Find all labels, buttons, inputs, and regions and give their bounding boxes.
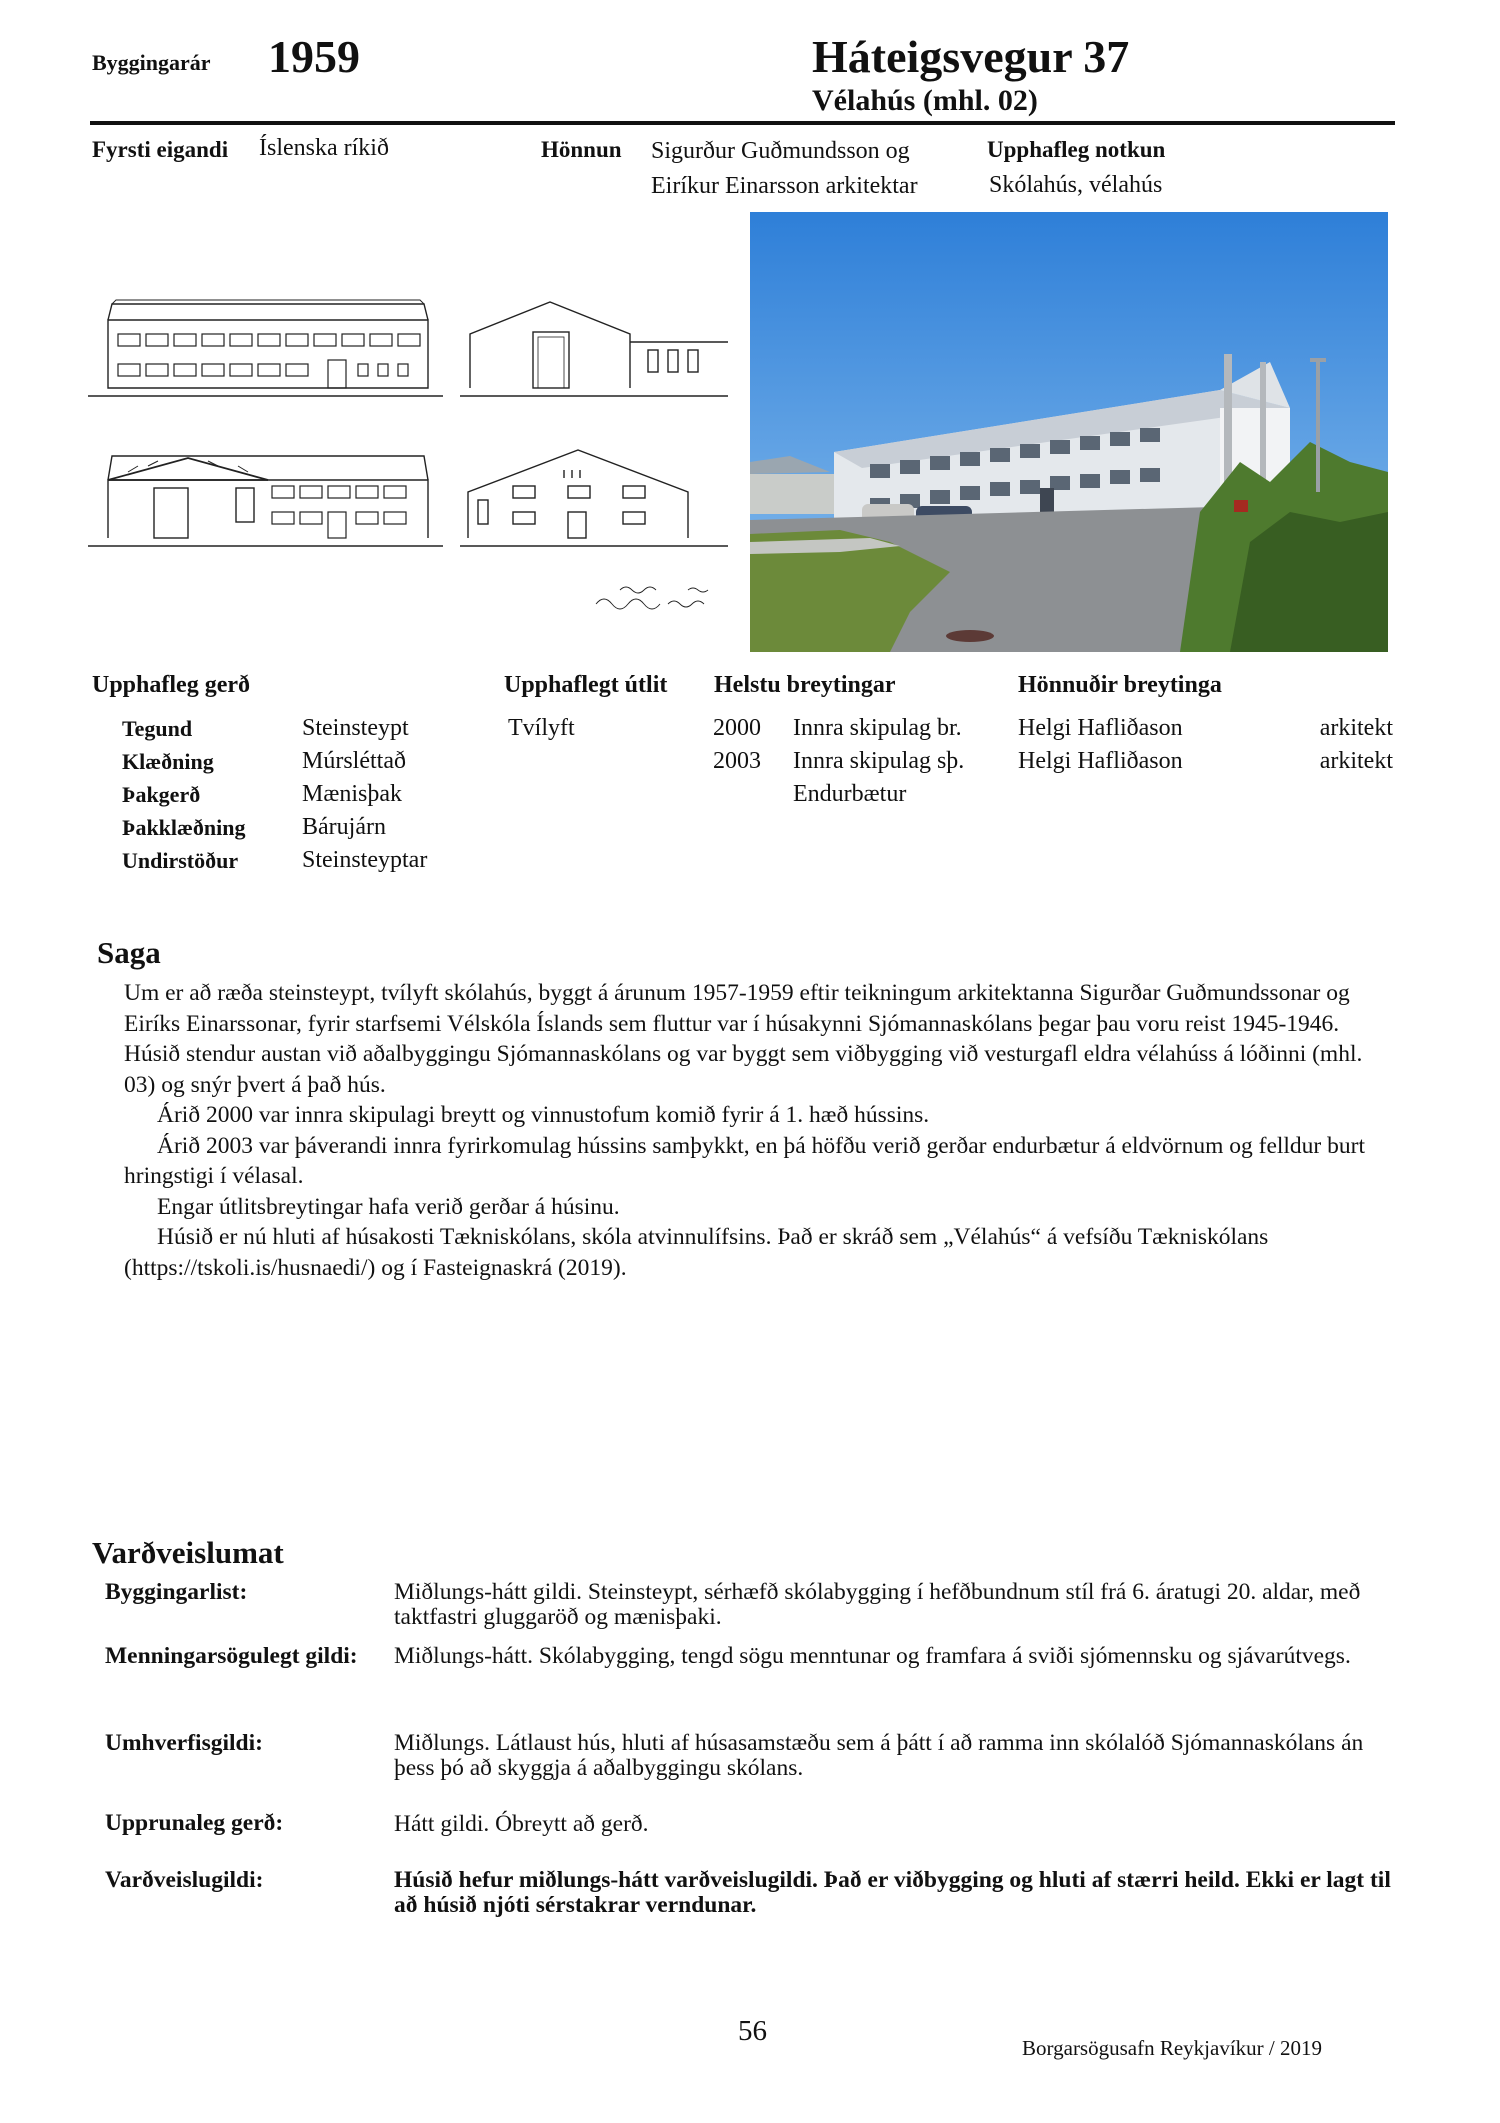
list-item xyxy=(1018,712,1393,745)
change-description: Innra skipulag br. xyxy=(793,715,962,741)
preservation-value-text: Húsið hefur miðlungs-hátt varðveislugildi. Það er viðbygging og hluti af stærri heild. Ekki er lagt til að húsið njóti sérstakrar verndunar. xyxy=(394,1867,1391,1918)
change-description: Endurbætur xyxy=(793,781,907,807)
list-item xyxy=(713,745,1003,778)
footer-credit: Borgarsögusafn Reykjavíkur / 2019 xyxy=(1022,2036,1322,2060)
header-divider xyxy=(90,121,1395,125)
designer-name: Helgi Hafliðason xyxy=(1018,748,1183,774)
cultural-value-label: Menningarsögulegt gildi: xyxy=(105,1643,358,1669)
saga-paragraph: Árið 2003 var þáverandi innra fyrirkomulag hússins samþykkt, en þá höfðu verið gerðar endurbætur á eldvörnum og felldur burt hringstigi í vélasal. xyxy=(124,1132,1365,1189)
environment-value-label: Umhverfisgildi: xyxy=(105,1730,263,1756)
architecture-label: Byggingarlist: xyxy=(105,1579,248,1605)
change-designers-heading: Hönnuðir breytinga xyxy=(1018,672,1222,698)
first-owner-value: Íslenska ríkið xyxy=(259,135,389,161)
design-label: Hönnun xyxy=(541,137,622,162)
foundation-value: Steinsteyptar xyxy=(302,847,428,873)
list-item xyxy=(122,778,452,811)
list-item xyxy=(122,811,452,844)
list-item xyxy=(122,712,452,745)
roof-cladding-label: Þakklæðning xyxy=(122,814,246,840)
roof-type-value: Mænisþak xyxy=(302,781,403,807)
original-form-label: Upprunaleg gerð: xyxy=(105,1810,284,1836)
saga-body xyxy=(124,978,1379,1283)
original-type-list xyxy=(122,712,452,877)
designers-list xyxy=(1018,712,1393,778)
preservation-value-label: Varðveislugildi: xyxy=(105,1867,264,1893)
change-description: Innra skipulag sþ. xyxy=(793,748,965,774)
original-form-text: Hátt gildi. Óbreytt að gerð. xyxy=(394,1811,649,1837)
building-photo-image xyxy=(750,212,1388,652)
saga-heading: Saga xyxy=(97,935,161,970)
roof-type-label: Þakgerð xyxy=(122,781,201,807)
page-title: Háteigsvegur 37 xyxy=(812,31,1130,82)
original-look-value: Tvílyft xyxy=(508,715,575,741)
changes-list xyxy=(713,712,1003,811)
page-number: 56 xyxy=(738,2015,767,2047)
change-year: 2000 xyxy=(713,715,761,741)
architectural-drawings xyxy=(88,290,728,630)
assessment-heading: Varðveislumat xyxy=(92,1535,284,1570)
building-photo xyxy=(750,212,1388,652)
list-item xyxy=(713,712,1003,745)
designer-name: Helgi Hafliðason xyxy=(1018,715,1183,741)
roof-cladding-value: Bárujárn xyxy=(302,814,386,840)
type-label: Tegund xyxy=(122,715,193,741)
cultural-value-text: Miðlungs-hátt. Skólabygging, tengd sögu menntunar og framfara á sviði sjómennsku og sjávarútvegs. xyxy=(394,1643,1351,1669)
construction-year-label: Byggingarár xyxy=(92,50,211,75)
design-line-2: Eiríkur Einarsson arkitektar xyxy=(651,173,918,199)
list-item xyxy=(122,844,452,877)
page-subtitle: Vélahús (mhl. 02) xyxy=(812,84,1038,117)
cladding-label: Klæðning xyxy=(122,748,214,774)
original-type-heading: Upphafleg gerð xyxy=(92,672,250,698)
list-item xyxy=(122,745,452,778)
designer-role: arkitekt xyxy=(1319,715,1393,741)
elevation-drawings-image xyxy=(88,290,728,630)
list-item xyxy=(713,778,1003,811)
change-year: 2003 xyxy=(713,748,761,774)
saga-paragraph: Húsið er nú hluti af húsakosti Tækniskólans, skóla atvinnulífsins. Það er skráð sem „Vélahús“ á vefsíðu Tækniskólans (https://tskoli.is/husnaedi/) og í Fasteignaskrá (2019). xyxy=(124,1224,1269,1281)
environment-value-text: Miðlungs. Látlaust hús, hluti af húsasamstæðu sem á þátt í að ramma inn skólalóð Sjómannaskólans án þess þó að skyggja á aðalbyggingu skólans. xyxy=(394,1730,1364,1781)
original-use-value: Skólahús, vélahús xyxy=(989,172,1163,198)
type-value: Steinsteypt xyxy=(302,715,409,741)
cladding-value: Múrsléttað xyxy=(302,748,406,774)
designer-role: arkitekt xyxy=(1319,748,1393,774)
main-changes-heading: Helstu breytingar xyxy=(714,672,896,698)
saga-paragraph: Engar útlitsbreytingar hafa verið gerðar á húsinu. xyxy=(157,1193,620,1220)
list-item xyxy=(1018,745,1393,778)
architecture-text: Miðlungs-hátt gildi. Steinsteypt, sérhæfð skólabygging í hefðbundnum stíl frá 6. áratugi 20. aldar, með taktfastri gluggaröð og mænisþaki. xyxy=(394,1579,1361,1630)
foundation-label: Undirstöður xyxy=(122,847,239,873)
saga-paragraph: Árið 2000 var innra skipulagi breytt og vinnustofum komið fyrir á 1. hæð hússins. xyxy=(157,1102,930,1128)
original-use-label: Upphafleg notkun xyxy=(987,137,1166,162)
original-look-heading: Upphaflegt útlit xyxy=(504,672,668,698)
construction-year: 1959 xyxy=(268,31,360,82)
first-owner-label: Fyrsti eigandi xyxy=(92,137,229,162)
saga-paragraph: Um er að ræða steinsteypt, tvílyft skólahús, byggt á árunum 1957-1959 eftir teikningum arkitektanna Sigurðar Guðmundssonar og Eiríks Einarssonar, fyrir starfsemi Vélskóla Íslands sem fluttur var í húsakynni Sjómannaskólans þegar þau voru reist 1945-1946. Húsið stendur austan við aðalbyggingu Sjómannaskólans og var byggt sem viðbygging við vesturgafl eldra vélahúss á lóðinni (mhl. 03) og snýr þvert á það hús. xyxy=(124,980,1363,1098)
design-line-1: Sigurður Guðmundsson og xyxy=(651,138,910,164)
